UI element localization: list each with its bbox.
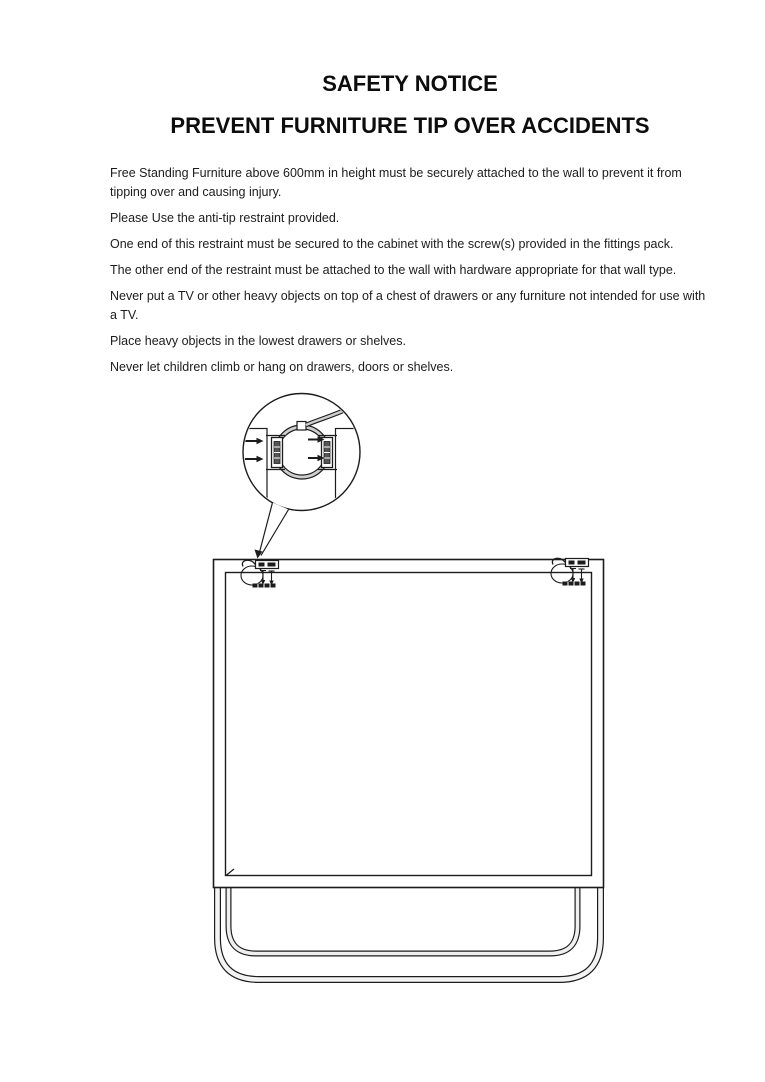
instruction-text [110, 164, 710, 384]
loop-clip [297, 422, 306, 431]
paragraph-wall-end: The other end of the restraint must be attached to the wall with hardware appropriate for that wall type. [110, 263, 677, 277]
paragraph-no-climbing: Never let children climb or hang on drawers, doors or shelves. [110, 360, 454, 374]
panel-left [238, 429, 267, 499]
page-title: SAFETY NOTICE [322, 71, 498, 96]
paragraph-free-standing: Free Standing Furniture above 600mm in height must be securely attached to the wall to prevent it from tipping over and causing injury. [110, 166, 682, 199]
page-header [110, 72, 710, 138]
detail-pointer-tail [255, 503, 289, 559]
panel-right [336, 429, 365, 499]
paragraph-use-restraint: Please Use the anti-tip restraint provided. [110, 211, 340, 225]
paragraph-heavy-objects: Place heavy objects in the lowest drawers or shelves. [110, 334, 406, 348]
tubular-base [218, 880, 601, 980]
paragraph-cabinet-end: One end of this restraint must be secured to the cabinet with the screw(s) provided in the fittings pack. [110, 237, 674, 251]
page-subtitle: PREVENT FURNITURE TIP OVER ACCIDENTS [170, 113, 650, 138]
cabinet-diagram-svg [0, 385, 765, 1025]
anti-tip-diagram [0, 385, 765, 1025]
detail-magnifier-circle [238, 394, 365, 559]
cabinet-body [214, 560, 604, 888]
paragraph-no-tv: Never put a TV or other heavy objects on top of a chest of drawers or any furniture not intended for use with a TV. [110, 289, 706, 322]
